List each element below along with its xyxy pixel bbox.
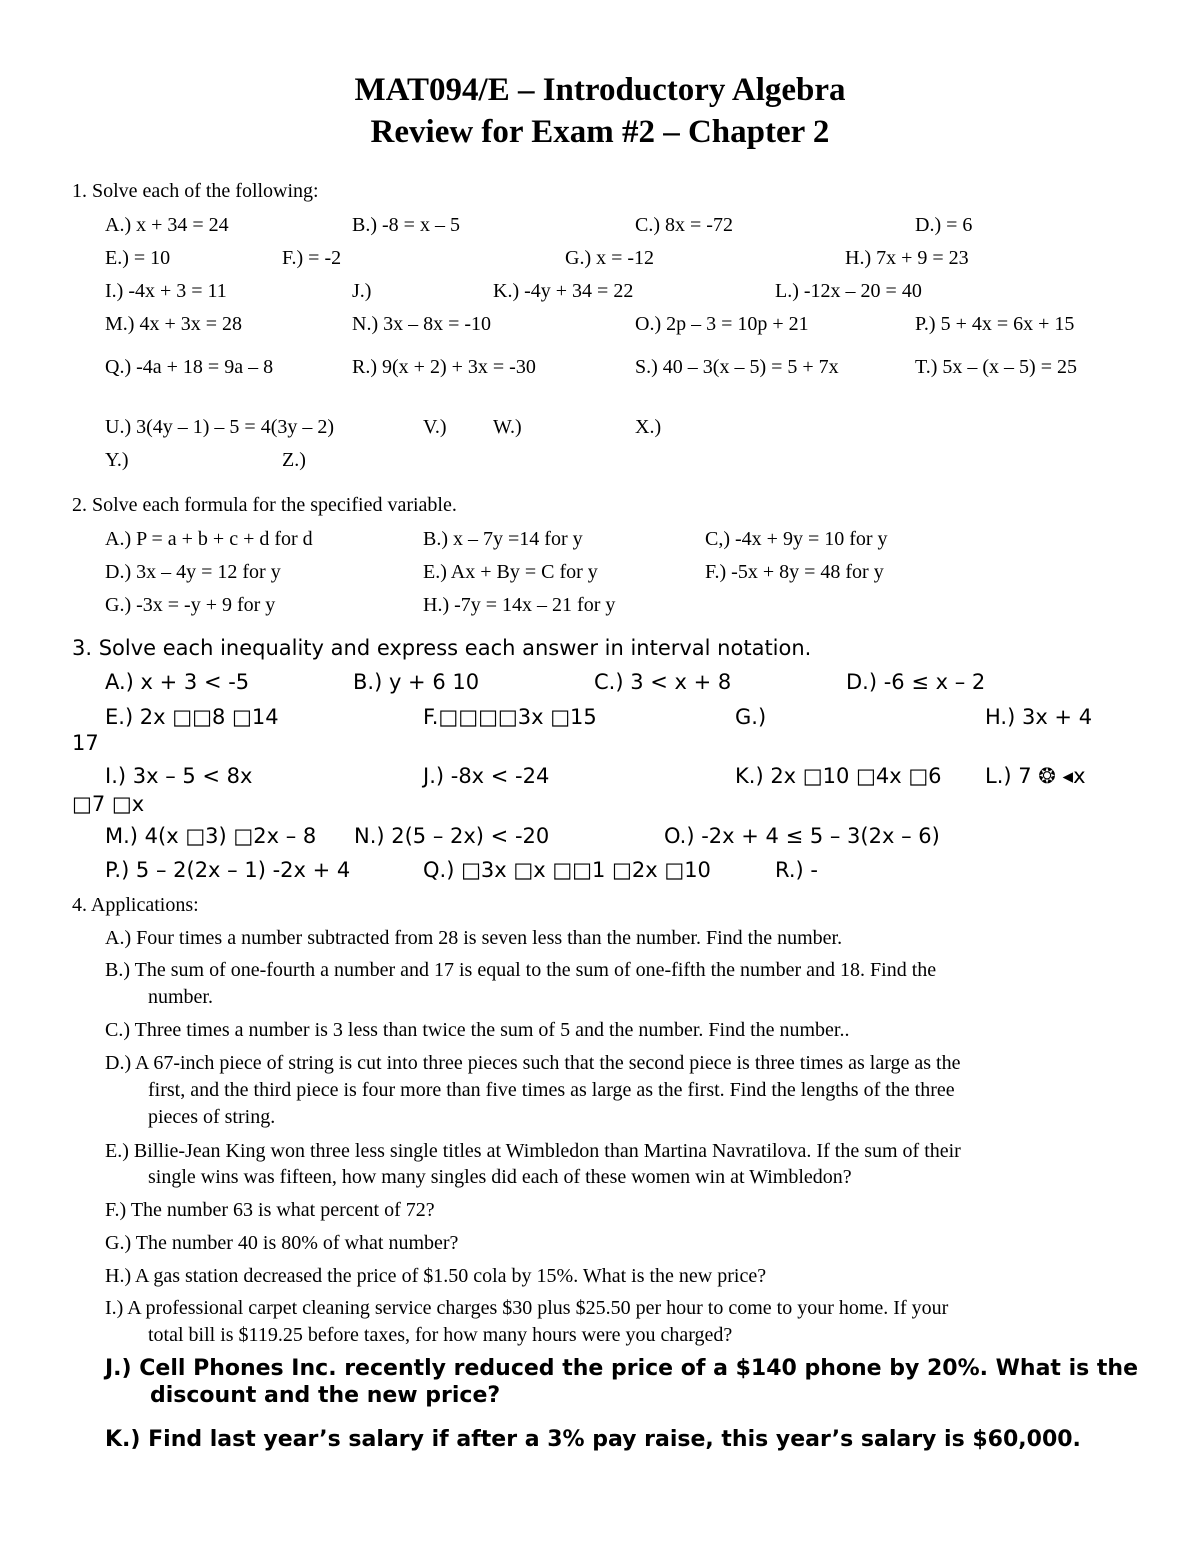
- q1-item: N.) 3x – 8x = -10: [352, 313, 492, 335]
- q4-item-cont: single wins was fifteen, how many singles did each of these women win at Wimbledon?: [148, 1166, 852, 1188]
- q1-item: I.) -4x + 3 = 11: [105, 280, 227, 302]
- q1-item: R.) 9(x + 2) + 3x = -30: [352, 356, 536, 378]
- q1-item: G.) x = -12: [565, 247, 655, 269]
- q1-item: P.) 5 + 4x = 6x + 15: [915, 313, 1075, 335]
- q2-item: C,) -4x + 9y = 10 for y: [705, 528, 888, 550]
- q2-item: B.) x – 7y =14 for y: [423, 528, 583, 550]
- q1-item: Z.): [282, 449, 306, 471]
- q4-item: K.) Find last year’s salary if after a 3% pay raise, this year’s salary is $60,000.: [105, 1427, 1081, 1452]
- q2-item: H.) -7y = 14x – 21 for y: [423, 594, 616, 616]
- q3-item: P.) 5 – 2(2x – 1) -2x + 4: [105, 858, 351, 882]
- q2-item: E.) Ax + By = C for y: [423, 561, 598, 583]
- q3-item: O.) -2x + 4 ≤ 5 – 3(2x – 6): [664, 824, 940, 848]
- q3-item: I.) 3x – 5 < 8x: [105, 764, 253, 788]
- q2-item: G.) -3x = -y + 9 for y: [105, 594, 276, 616]
- q4-item-cont: discount and the new price?: [150, 1383, 501, 1408]
- q3-item: B.) y + 6 10: [353, 670, 480, 694]
- q1-item: K.) -4y + 34 = 22: [493, 280, 634, 302]
- q4-item: G.) The number 40 is 80% of what number?: [105, 1232, 459, 1254]
- q1-item: U.) 3(4y – 1) – 5 = 4(3y – 2): [105, 416, 335, 438]
- q4-item: D.) A 67-inch piece of string is cut into three pieces such that the second piece is three times as large as the: [105, 1052, 961, 1074]
- q3-item: □7 □x: [72, 792, 145, 816]
- q1-item: X.): [635, 416, 662, 438]
- q3-item: R.) -: [775, 858, 818, 882]
- q3-item: N.) 2(5 – 2x) < -20: [354, 824, 550, 848]
- q4-item: A.) Four times a number subtracted from 28 is seven less than the number. Find the number.: [105, 927, 843, 949]
- q1-item: W.): [493, 416, 522, 438]
- q1-item: E.) = 10: [105, 247, 171, 269]
- q1-item: Q.) -4a + 18 = 9a – 8: [105, 356, 274, 378]
- q1-item: H.) 7x + 9 = 23: [845, 247, 969, 269]
- q2-prompt: 2. Solve each formula for the specified variable.: [72, 494, 457, 516]
- q3-item: A.) x + 3 < -5: [105, 670, 250, 694]
- q1-item: F.) = -2: [282, 247, 342, 269]
- q3-item: F.□□□□3x □15: [423, 705, 597, 729]
- q1-item: Y.): [105, 449, 129, 471]
- q3-item: K.) 2x □10 □4x □6: [735, 764, 942, 788]
- q4-prompt: 4. Applications:: [72, 894, 199, 916]
- q3-item: 17: [72, 731, 99, 755]
- q3-item: Q.) □3x □x □□1 □2x □10: [423, 858, 711, 882]
- q1-item: O.) 2p – 3 = 10p + 21: [635, 313, 809, 335]
- q4-item: C.) Three times a number is 3 less than twice the sum of 5 and the number. Find the number..: [105, 1019, 850, 1041]
- q1-item: M.) 4x + 3x = 28: [105, 313, 243, 335]
- page-subtitle: Review for Exam #2 – Chapter 2: [370, 114, 830, 150]
- q4-item: H.) A gas station decreased the price of $1.50 cola by 15%. What is the new price?: [105, 1265, 767, 1287]
- q2-item: F.) -5x + 8y = 48 for y: [705, 561, 884, 583]
- q3-item: M.) 4(x □3) □2x – 8: [105, 824, 317, 848]
- q4-item-cont: number.: [148, 986, 213, 1008]
- q3-item: L.) 7 ❂ ◂x: [985, 764, 1086, 788]
- q4-item: J.) Cell Phones Inc. recently reduced the price of a $140 phone by 20%. What is the: [105, 1356, 1139, 1381]
- q3-item: J.) -8x < -24: [423, 764, 550, 788]
- q1-item: S.) 40 – 3(x – 5) = 5 + 7x: [635, 356, 839, 378]
- q1-item: J.): [352, 280, 372, 302]
- q1-item: L.) -12x – 20 = 40: [775, 280, 922, 302]
- q1-prompt: 1. Solve each of the following:: [72, 180, 319, 202]
- q4-item-cont: first, and the third piece is four more than five times as large as the first. Find the lengths of the three: [148, 1079, 955, 1101]
- q4-item: E.) Billie-Jean King won three less single titles at Wimbledon than Martina Navratilova. If the sum of their: [105, 1140, 961, 1162]
- q3-item: D.) -6 ≤ x – 2: [846, 670, 986, 694]
- q4-item: B.) The sum of one-fourth a number and 17 is equal to the sum of one-fifth the number and 18. Find the: [105, 959, 937, 981]
- q3-item: C.) 3 < x + 8: [594, 670, 732, 694]
- q2-item: D.) 3x – 4y = 12 for y: [105, 561, 281, 583]
- q4-item-cont: total bill is $119.25 before taxes, for how many hours were you charged?: [148, 1324, 733, 1346]
- page-title: MAT094/E – Introductory Algebra: [354, 72, 846, 108]
- q1-item: C.) 8x = -72: [635, 214, 733, 236]
- q1-item: D.) = 6: [915, 214, 973, 236]
- q4-item-cont: pieces of string.: [148, 1106, 276, 1128]
- q1-item: A.) x + 34 = 24: [105, 214, 229, 236]
- q1-item: B.) -8 = x – 5: [352, 214, 460, 236]
- q4-item: I.) A professional carpet cleaning service charges $30 plus $25.50 per hour to come to your home. If your: [105, 1297, 949, 1319]
- q2-item: A.) P = a + b + c + d for d: [105, 528, 313, 550]
- q3-item: G.): [735, 705, 767, 729]
- q1-item: V.): [423, 416, 447, 438]
- q3-item: E.) 2x □□8 □14: [105, 705, 279, 729]
- q1-item: T.) 5x – (x – 5) = 25: [915, 356, 1077, 378]
- q4-item: F.) The number 63 is what percent of 72?: [105, 1199, 435, 1221]
- q3-item: H.) 3x + 4: [985, 705, 1093, 729]
- q3-prompt: 3. Solve each inequality and express each answer in interval notation.: [72, 636, 812, 660]
